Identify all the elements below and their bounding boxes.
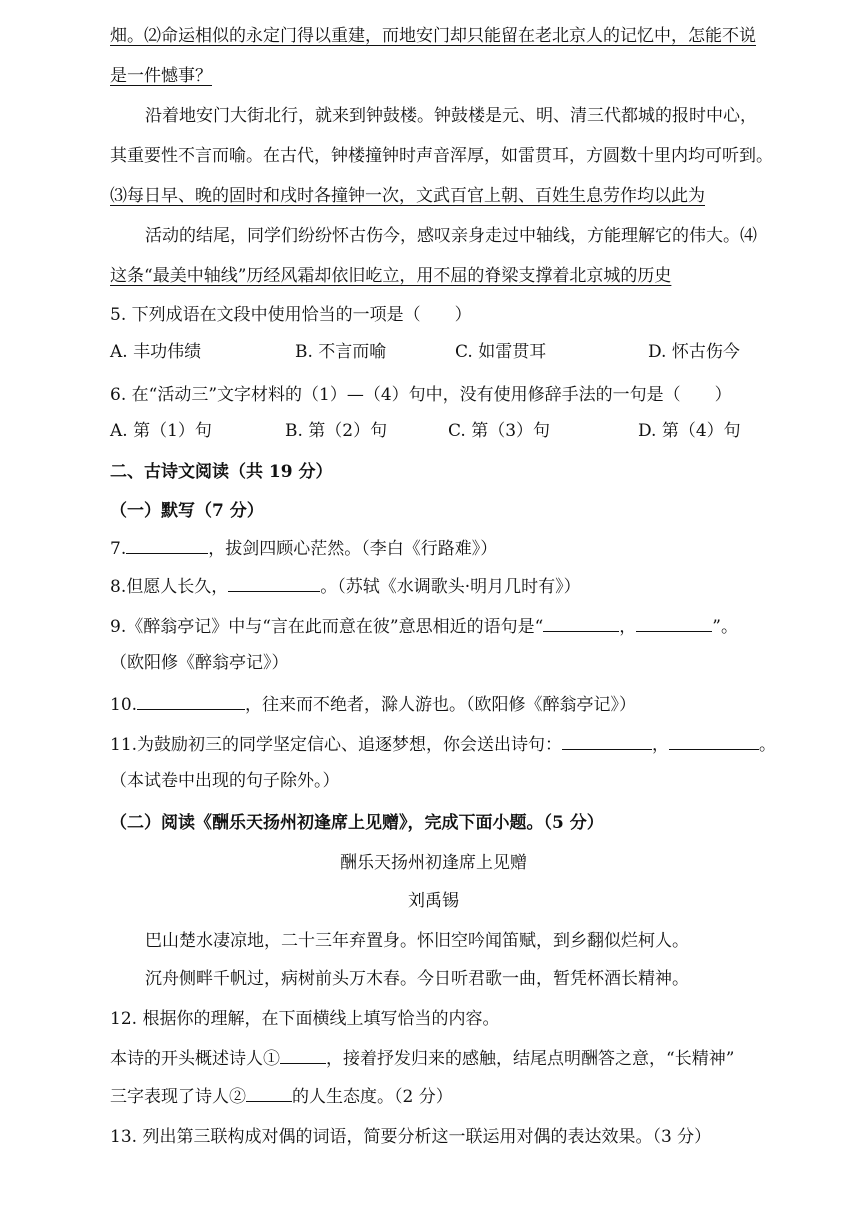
- question-5-stem: 5. 下列成语在文段中使用恰当的一项是（ ）: [110, 305, 472, 325]
- q9-text-before: 9.《醉翁亭记》中与“言在此而意在彼”意思相近的语句是“: [110, 617, 544, 637]
- q11-comma: ，: [652, 735, 670, 755]
- q6-option-b: B. 第（2）句: [285, 421, 388, 441]
- question-12-line-1: [110, 1047, 770, 1071]
- q12-answer-blank-2[interactable]: [246, 1085, 292, 1102]
- section-2-title: 二、古诗文阅读（共 19 分）: [110, 462, 333, 482]
- poem-line-2: 沉舟侧畔千帆过，病树前头万木春。今日听君歌一曲，暂凭杯酒长精神。: [145, 969, 689, 989]
- question-9-source: （欧阳修《醉翁亭记》）: [110, 653, 289, 673]
- passage-line-4: 其重要性不言而喻。在古代，钟楼撞钟时声音浑厚，如雷贯耳，方圆数十里内均可听到。: [110, 146, 773, 166]
- passage-line-2: 是一件憾事？: [110, 66, 212, 86]
- q5-option-c: C. 如雷贯耳: [455, 342, 547, 362]
- q6-option-a: A. 第（1）句: [110, 421, 212, 441]
- question-12-stem: 12. 根据你的理解，在下面横线上填写恰当的内容。: [110, 1009, 500, 1029]
- question-11-note: （本试卷中出现的句子除外。）: [110, 771, 340, 791]
- q8-text-before: 8.但愿人长久，: [110, 577, 229, 597]
- q7-text: ，拔剑四顾心茫然。（李白《行路难》）: [208, 539, 498, 559]
- question-13-stem: 13. 列出第三联构成对偶的词语，简要分析这一联运用对偶的表达效果。（3 分）: [110, 1127, 712, 1147]
- q9-answer-blank-2[interactable]: [636, 615, 712, 632]
- q12-text-after-1: ，接着抒发归来的感触，结尾点明酬答之意，“长精神”: [326, 1049, 735, 1069]
- q7-answer-blank[interactable]: [126, 537, 208, 554]
- q5-option-b: B. 不言而喻: [295, 342, 387, 362]
- q12-text-after-2: 的人生态度。（2 分）: [292, 1087, 453, 1107]
- poem-author: 刘禹锡: [408, 891, 459, 911]
- question-8: [110, 575, 770, 599]
- question-9: [110, 615, 770, 639]
- q10-number: 10.: [110, 695, 138, 715]
- question-7: [110, 537, 770, 561]
- q8-text-after: 。（苏轼《水调歌头·明月几时有》）: [320, 577, 581, 597]
- q6-option-d: D. 第（4）句: [638, 421, 741, 441]
- q11-text-end: 。: [759, 735, 777, 755]
- q9-text-end: ”。: [712, 617, 738, 637]
- question-6-stem: 6. 在“活动三”文字材料的（1）—（4）句中，没有使用修辞手法的一句是（ ）: [110, 385, 732, 405]
- q11-answer-blank-1[interactable]: [562, 733, 652, 750]
- question-10: [110, 693, 770, 717]
- question-5-options: [110, 340, 770, 364]
- question-6-options: [110, 419, 770, 443]
- passage-line-6: 活动的结尾，同学们纷纷怀古伤今，感叹亲身走过中轴线，方能理解它的伟大。⑷: [145, 226, 757, 246]
- passage-line-3: 沿着地安门大街北行，就来到钟鼓楼。钟鼓楼是元、明、清三代都城的报时中心，: [145, 106, 757, 126]
- subsection-2-title: （二）阅读《酬乐天扬州初逢席上见赠》，完成下面小题。（5 分）: [110, 813, 604, 833]
- q12-text-before-1: 本诗的开头概述诗人①: [110, 1049, 280, 1069]
- q7-number: 7.: [110, 539, 127, 559]
- poem-line-1: 巴山楚水凄凉地，二十三年弃置身。怀旧空吟闻笛赋，到乡翻似烂柯人。: [145, 931, 689, 951]
- q11-answer-blank-2[interactable]: [669, 733, 759, 750]
- poem-title: 酬乐天扬州初逢席上见赠: [340, 853, 527, 873]
- q11-text-before: 11.为鼓励初三的同学坚定信心、追逐梦想，你会送出诗句：: [110, 735, 563, 755]
- passage-line-1: 畑。⑵命运相似的永定门得以重建，而地安门却只能留在老北京人的记忆中，怎能不说: [110, 26, 756, 46]
- q6-option-c: C. 第（3）句: [448, 421, 551, 441]
- q10-text: ，往来而不绝者，滁人游也。（欧阳修《醉翁亭记》）: [245, 695, 637, 715]
- q12-answer-blank-1[interactable]: [280, 1047, 326, 1064]
- q9-answer-blank-1[interactable]: [543, 615, 619, 632]
- q10-answer-blank[interactable]: [137, 693, 245, 710]
- q5-option-a: A. 丰功伟绩: [110, 342, 202, 362]
- question-12-line-2: [110, 1085, 770, 1109]
- q12-text-before-2: 三字表现了诗人②: [110, 1087, 246, 1107]
- subsection-1-title: （一）默写（7 分）: [110, 501, 264, 521]
- q5-option-d: D. 怀古伤今: [648, 342, 740, 362]
- passage-line-7: 这条“最美中轴线”历经风霜却依旧屹立，用不屈的脊梁支撑着北京城的历史: [110, 266, 672, 286]
- q8-answer-blank[interactable]: [228, 575, 320, 592]
- question-11: [110, 733, 777, 757]
- q9-comma: ，: [619, 617, 637, 637]
- passage-line-5: ⑶每日早、晚的固时和戌时各撞钟一次，文武百官上朝、百姓生息劳作均以此为: [110, 186, 705, 206]
